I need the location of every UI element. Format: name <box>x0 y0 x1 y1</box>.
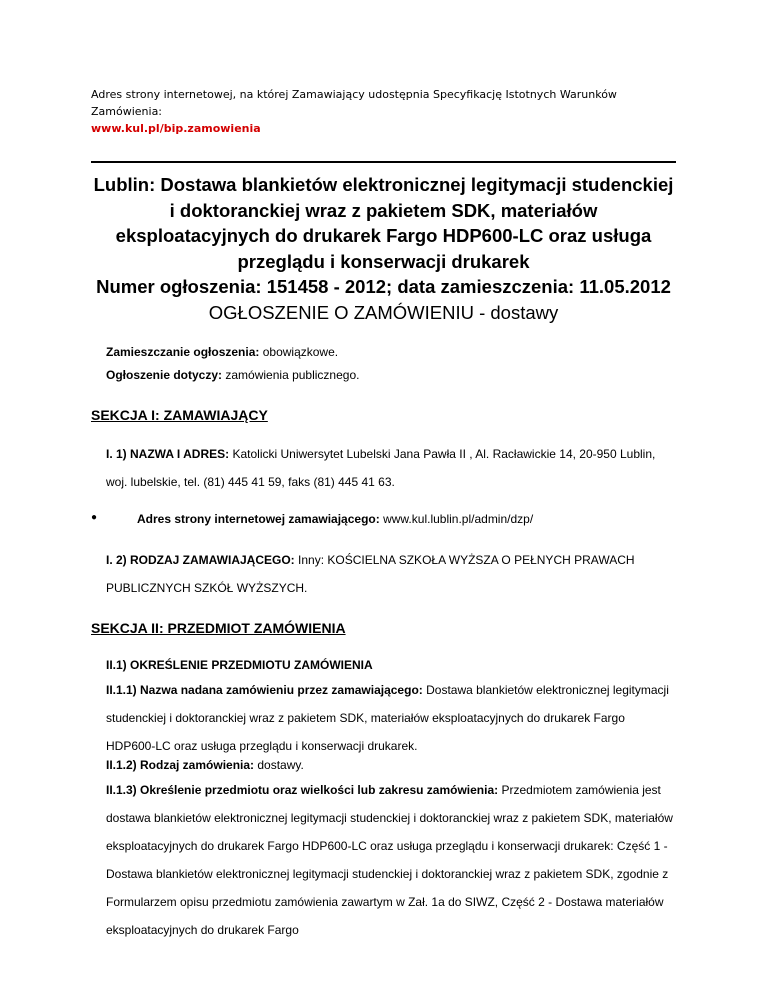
order-kind <box>106 751 676 779</box>
website-item <box>137 512 677 526</box>
order-kind-label: II.1.2) Rodzaj zamówienia: <box>106 758 255 772</box>
authority-type <box>106 546 676 602</box>
title-line-3: eksploatacyjnych do drukarek Fargo HDP600-LC oraz usługa <box>115 225 652 246</box>
notice-type: OGŁOSZENIE O ZAMÓWIENIU - dostawy <box>208 301 559 323</box>
placement-row <box>106 345 676 359</box>
title-line-4: przeglądu i konserwacji drukarek <box>237 250 530 272</box>
concerns-value: zamówienia publicznego. <box>225 368 360 382</box>
siwz-link[interactable]: www.kul.pl/bip.zamowienia <box>91 122 261 135</box>
authority-name-value: Katolicki Uniwersytet Lubelski Jana Pawła II , Al. Racławickie 14, 20-950 Lublin, woj. lubelskie, tel. (81) 445 41 59, faks (81) 445 41 63. <box>106 447 656 489</box>
order-scope <box>106 776 676 944</box>
title-divider <box>91 161 676 163</box>
bullet-icon: ● <box>91 512 98 523</box>
section-1-heading: SEKCJA I: ZAMAWIAJĄCY <box>91 407 268 423</box>
notice-title <box>91 172 676 325</box>
order-name <box>106 676 676 760</box>
authority-type-value: Inny: KOŚCIELNA SZKOŁA WYŻSZA O PEŁNYCH PRAWACH PUBLICZNYCH SZKÓŁ WYŻSZYCH. <box>106 553 635 595</box>
order-scope-label: II.1.3) Określenie przedmiotu oraz wielkości lub zakresu zamówienia: <box>106 783 499 797</box>
subject-definition-heading <box>106 651 676 679</box>
order-name-label: II.1.1) Nazwa nadana zamówieniu przez zamawiającego: <box>106 683 423 697</box>
subject-definition-label: II.1) OKREŚLENIE PRZEDMIOTU ZAMÓWIENIA <box>106 658 373 672</box>
section-2-heading: SEKCJA II: PRZEDMIOT ZAMÓWIENIA <box>91 620 346 636</box>
concerns-row <box>106 368 676 382</box>
title-line-2: i doktoranckiej wraz z pakietem SDK, materiałów <box>169 199 598 221</box>
placement-label: Zamieszczanie ogłoszenia: <box>106 345 260 359</box>
website-label: Adres strony internetowej zamawiającego: <box>137 512 380 526</box>
order-scope-value: Przedmiotem zamówienia jest dostawa blankietów elektronicznej legitymacji studenckiej i doktoranckiej wraz z pakietem SDK, materiałów eksploatacyjnych do drukarek Fargo HDP600-LC oraz usługa przeglądu i konserwacji drukarek: Część 1 - Dostawa blankietów elektronicznej legitymacji studenckiej i doktoranckiej wraz z pakietem SDK, zgodnie z Formularzem opisu przedmiotu zamówienia zawartym w Zał. 1a do SIWZ, Część 2 - Dostawa materiałów eksploatacyjnych do drukarek Fargo <box>106 783 673 937</box>
header-note-text: Adres strony internetowej, na której Zamawiający udostępnia Specyfikację Istotnych Warunków Zamówienia: <box>91 88 617 118</box>
order-kind-value: dostawy. <box>257 758 304 772</box>
authority-type-label: I. 2) RODZAJ ZAMAWIAJĄCEGO: <box>106 553 295 567</box>
header-note <box>91 86 691 137</box>
contracting-authority-name <box>106 440 676 496</box>
authority-name-label: I. 1) NAZWA I ADRES: <box>106 447 230 461</box>
notice-number: Numer ogłoszenia: 151458 - 2012; data zamieszczenia: 11.05.2012 <box>96 276 671 297</box>
title-line-1: Lublin: Dostawa blankietów elektronicznej legitymacji studenckiej <box>93 174 674 195</box>
order-name-value: Dostawa blankietów elektronicznej legitymacji studenckiej i doktoranckiej wraz z pakietem SDK, materiałów eksploatacyjnych do drukarek Fargo HDP600-LC oraz usługa przeglądu i konserwacji drukarek. <box>106 683 669 753</box>
concerns-label: Ogłoszenie dotyczy: <box>106 368 223 382</box>
placement-value: obowiązkowe. <box>262 345 339 359</box>
website-value[interactable]: www.kul.lublin.pl/admin/dzp/ <box>383 512 534 526</box>
